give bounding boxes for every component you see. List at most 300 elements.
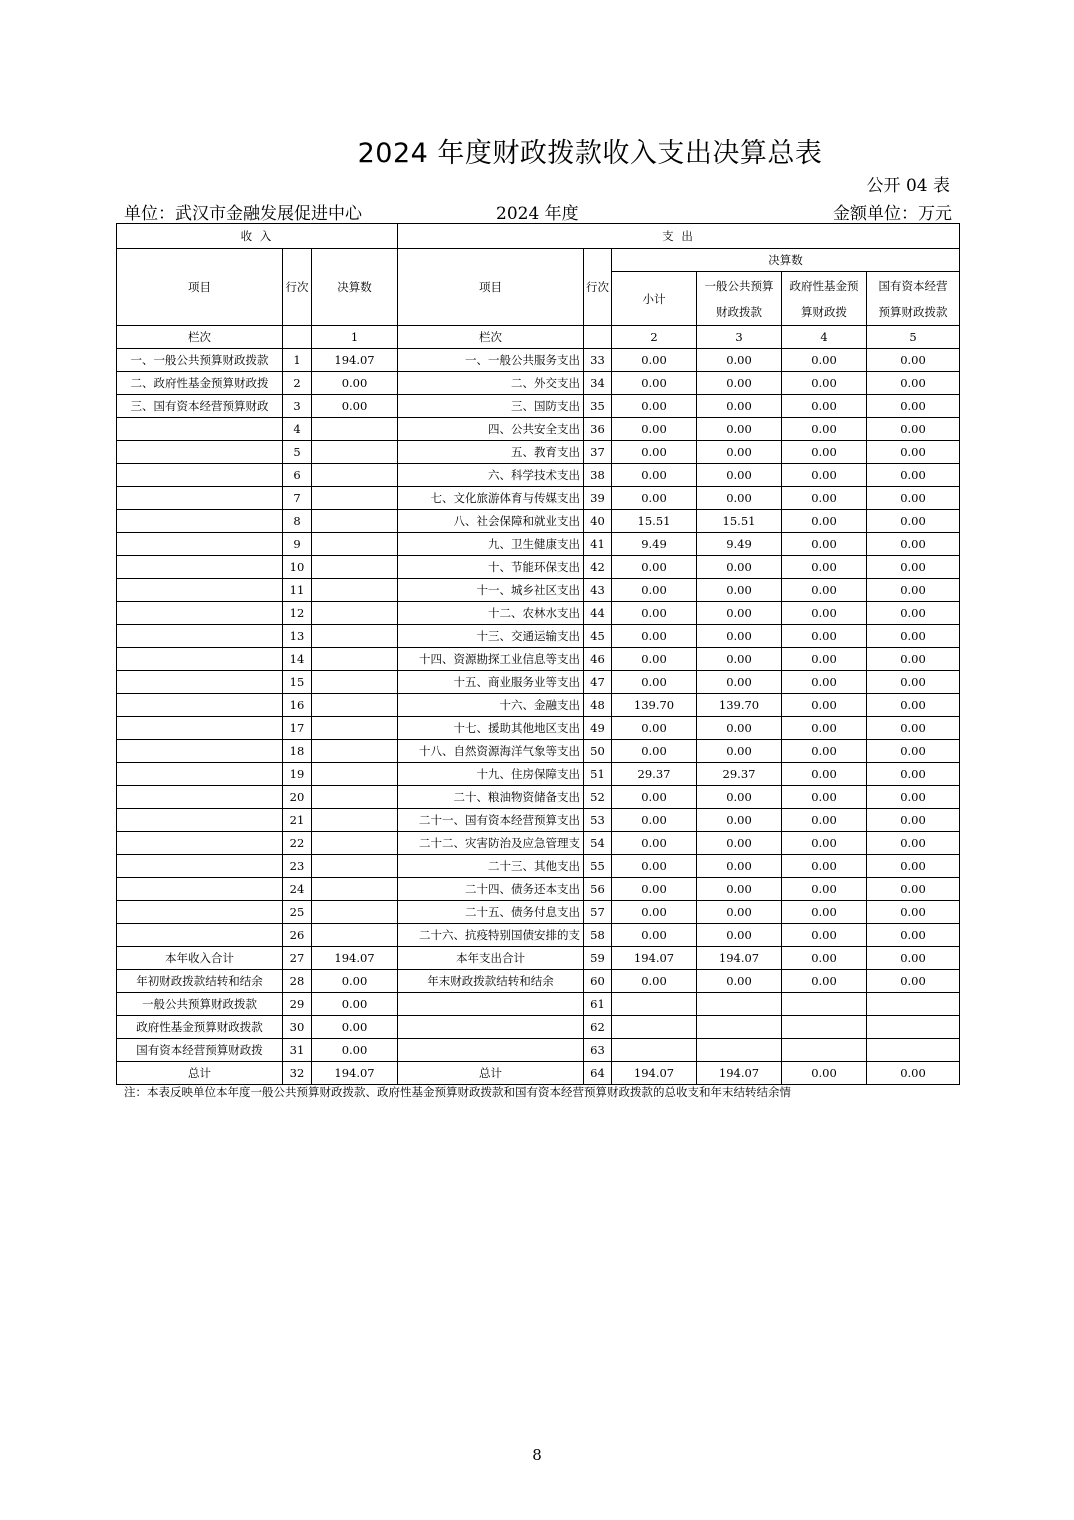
subtotal-cell: 0.00 — [612, 602, 697, 625]
general-budget-header: 一般公共预算财政拨款 — [697, 272, 782, 326]
income-amount-cell: 194.07 — [312, 349, 398, 372]
state-capital-cell: 0.00 — [867, 878, 960, 901]
income-item-cell: 年初财政拨款结转和结余 — [117, 970, 283, 993]
subtotal-cell: 0.00 — [612, 878, 697, 901]
table-row — [117, 602, 960, 625]
subtotal-cell: 194.07 — [612, 1062, 697, 1085]
gov-fund-header: 政府性基金预算财政拨 — [782, 272, 867, 326]
table-row — [117, 671, 960, 694]
expense-item-cell: 十三、交通运输支出 — [398, 625, 584, 648]
income-row-no-cell: 17 — [283, 717, 312, 740]
money-unit-label: 金额单位：万元 — [833, 204, 952, 224]
state-capital-cell: 0.00 — [867, 625, 960, 648]
general-budget-cell: 0.00 — [697, 924, 782, 947]
income-row-no-cell: 21 — [283, 809, 312, 832]
gov-fund-cell: 0.00 — [782, 901, 867, 924]
footnote: 注：本表反映单位本年度一般公共预算财政拨款、政府性基金预算财政拨款和国有资本经营预算财政拨款的总收支和年末结转结余情 — [124, 1085, 791, 1099]
income-amount-cell — [312, 441, 398, 464]
expense-item-cell: 二十三、其他支出 — [398, 855, 584, 878]
table-row — [117, 717, 960, 740]
income-rowno-header: 行次 — [283, 249, 312, 326]
income-item-cell — [117, 602, 283, 625]
lanci-empty — [283, 326, 312, 349]
income-item-cell: 一般公共预算财政拨款 — [117, 993, 283, 1016]
expense-row-no-cell: 61 — [584, 993, 612, 1016]
gov-fund-cell: 0.00 — [782, 878, 867, 901]
table-row — [117, 625, 960, 648]
table-row — [117, 947, 960, 970]
income-item-cell: 总计 — [117, 1062, 283, 1085]
gov-fund-cell: 0.00 — [782, 855, 867, 878]
income-item-cell — [117, 510, 283, 533]
gov-fund-cell: 0.00 — [782, 970, 867, 993]
income-row-no-cell: 32 — [283, 1062, 312, 1085]
state-capital-cell: 0.00 — [867, 786, 960, 809]
state-capital-cell — [867, 993, 960, 1016]
income-amount-cell — [312, 510, 398, 533]
expense-item-cell — [398, 1016, 584, 1039]
income-amount-cell — [312, 625, 398, 648]
general-budget-cell: 0.00 — [697, 395, 782, 418]
income-amount-cell — [312, 694, 398, 717]
income-amount-cell — [312, 855, 398, 878]
subtotal-cell: 0.00 — [612, 349, 697, 372]
expense-item-cell: 二十一、国有资本经营预算支出 — [398, 809, 584, 832]
income-amount-cell — [312, 809, 398, 832]
general-budget-cell — [697, 993, 782, 1016]
subtotal-header: 小计 — [612, 272, 697, 326]
income-item-cell — [117, 579, 283, 602]
income-item-cell — [117, 464, 283, 487]
subtotal-cell: 0.00 — [612, 786, 697, 809]
state-capital-cell: 0.00 — [867, 418, 960, 441]
subtotal-cell: 0.00 — [612, 740, 697, 763]
income-amount-cell — [312, 671, 398, 694]
income-amount-cell — [312, 740, 398, 763]
gov-fund-cell: 0.00 — [782, 947, 867, 970]
expense-row-no-cell: 58 — [584, 924, 612, 947]
expense-row-no-cell: 47 — [584, 671, 612, 694]
gov-fund-cell: 0.00 — [782, 418, 867, 441]
table-row — [117, 763, 960, 786]
general-budget-cell: 0.00 — [697, 602, 782, 625]
income-row-no-cell: 12 — [283, 602, 312, 625]
income-amount-cell — [312, 878, 398, 901]
expense-row-no-cell: 63 — [584, 1039, 612, 1062]
state-capital-cell: 0.00 — [867, 441, 960, 464]
expense-row-no-cell: 54 — [584, 832, 612, 855]
expense-header: 支 出 — [398, 224, 960, 249]
expense-row-no-cell: 64 — [584, 1062, 612, 1085]
general-budget-cell: 139.70 — [697, 694, 782, 717]
subtotal-cell: 29.37 — [612, 763, 697, 786]
income-amount-cell — [312, 464, 398, 487]
subtotal-cell: 0.00 — [612, 487, 697, 510]
income-amount-cell — [312, 579, 398, 602]
state-capital-cell: 0.00 — [867, 556, 960, 579]
expense-row-no-cell: 39 — [584, 487, 612, 510]
income-item-cell — [117, 418, 283, 441]
general-budget-cell: 9.49 — [697, 533, 782, 556]
expense-item-cell: 四、公共安全支出 — [398, 418, 584, 441]
table-body — [117, 349, 960, 1085]
lanci-empty — [584, 326, 612, 349]
income-row-no-cell: 27 — [283, 947, 312, 970]
gov-fund-cell: 0.00 — [782, 464, 867, 487]
income-amount-cell — [312, 786, 398, 809]
table-row — [117, 809, 960, 832]
expense-row-no-cell: 33 — [584, 349, 612, 372]
expense-item-cell: 总计 — [398, 1062, 584, 1085]
expense-row-no-cell: 62 — [584, 1016, 612, 1039]
income-row-no-cell: 1 — [283, 349, 312, 372]
income-row-no-cell: 11 — [283, 579, 312, 602]
expense-item-cell: 八、社会保障和就业支出 — [398, 510, 584, 533]
subtotal-cell: 0.00 — [612, 395, 697, 418]
state-capital-cell: 0.00 — [867, 1062, 960, 1085]
expense-row-no-cell: 53 — [584, 809, 612, 832]
income-row-no-cell: 24 — [283, 878, 312, 901]
lanci-c4: 4 — [782, 326, 867, 349]
income-item-cell — [117, 671, 283, 694]
expense-row-no-cell: 51 — [584, 763, 612, 786]
state-capital-cell: 0.00 — [867, 809, 960, 832]
income-item-cell: 三、国有资本经营预算财政 — [117, 395, 283, 418]
gov-fund-cell: 0.00 — [782, 372, 867, 395]
table-row — [117, 556, 960, 579]
state-capital-cell: 0.00 — [867, 832, 960, 855]
table-row — [117, 1062, 960, 1085]
table-row — [117, 372, 960, 395]
state-capital-cell: 0.00 — [867, 855, 960, 878]
income-item-cell — [117, 487, 283, 510]
income-item-cell — [117, 556, 283, 579]
expense-item-cell: 二十四、债务还本支出 — [398, 878, 584, 901]
income-item-cell — [117, 901, 283, 924]
general-budget-cell: 0.00 — [697, 648, 782, 671]
income-amount-cell — [312, 648, 398, 671]
state-capital-cell: 0.00 — [867, 717, 960, 740]
table-row — [117, 1039, 960, 1062]
income-row-no-cell: 29 — [283, 993, 312, 1016]
income-amount-header: 决算数 — [312, 249, 398, 326]
gov-fund-cell: 0.00 — [782, 648, 867, 671]
general-budget-cell: 0.00 — [697, 970, 782, 993]
expense-item-header: 项目 — [398, 249, 584, 326]
income-amount-cell — [312, 901, 398, 924]
page-title: 2024 年度财政拨款收入支出决算总表 — [357, 138, 823, 169]
expense-row-no-cell: 42 — [584, 556, 612, 579]
gov-fund-cell: 0.00 — [782, 832, 867, 855]
state-capital-cell: 0.00 — [867, 395, 960, 418]
subtotal-cell: 0.00 — [612, 717, 697, 740]
expense-row-no-cell: 60 — [584, 970, 612, 993]
gov-fund-cell: 0.00 — [782, 694, 867, 717]
gov-fund-cell: 0.00 — [782, 487, 867, 510]
income-item-cell — [117, 855, 283, 878]
general-budget-cell: 0.00 — [697, 418, 782, 441]
income-item-cell: 国有资本经营预算财政拨 — [117, 1039, 283, 1062]
lanci-label: 栏次 — [117, 326, 283, 349]
table-row — [117, 694, 960, 717]
subtotal-cell: 139.70 — [612, 694, 697, 717]
subtotal-cell: 0.00 — [612, 556, 697, 579]
table-row — [117, 878, 960, 901]
general-budget-cell: 0.00 — [697, 464, 782, 487]
subtotal-cell: 0.00 — [612, 418, 697, 441]
table-row — [117, 970, 960, 993]
income-amount-cell — [312, 763, 398, 786]
expense-row-no-cell: 56 — [584, 878, 612, 901]
state-capital-cell: 0.00 — [867, 533, 960, 556]
expense-item-cell: 十、节能环保支出 — [398, 556, 584, 579]
state-capital-cell: 0.00 — [867, 671, 960, 694]
gov-fund-cell: 0.00 — [782, 556, 867, 579]
expense-item-cell: 年末财政拨款结转和结余 — [398, 970, 584, 993]
general-budget-cell: 0.00 — [697, 671, 782, 694]
expense-row-no-cell: 37 — [584, 441, 612, 464]
table-row — [117, 993, 960, 1016]
income-item-cell: 二、政府性基金预算财政拨 — [117, 372, 283, 395]
income-row-no-cell: 25 — [283, 901, 312, 924]
general-budget-cell: 0.00 — [697, 372, 782, 395]
expense-rowno-header: 行次 — [584, 249, 612, 326]
general-budget-cell: 0.00 — [697, 855, 782, 878]
expense-row-no-cell: 35 — [584, 395, 612, 418]
subtotal-cell: 0.00 — [612, 625, 697, 648]
expense-row-no-cell: 50 — [584, 740, 612, 763]
income-row-no-cell: 3 — [283, 395, 312, 418]
year-label: 2024 年度 — [496, 204, 579, 224]
income-amount-cell — [312, 556, 398, 579]
expense-item-cell — [398, 993, 584, 1016]
general-budget-cell: 0.00 — [697, 625, 782, 648]
expense-row-no-cell: 49 — [584, 717, 612, 740]
form-number: 公开 04 表 — [866, 176, 950, 196]
lanci-c1: 1 — [312, 326, 398, 349]
income-row-no-cell: 9 — [283, 533, 312, 556]
income-row-no-cell: 6 — [283, 464, 312, 487]
expense-item-cell: 二十、粮油物资储备支出 — [398, 786, 584, 809]
table-row — [117, 441, 960, 464]
subtotal-cell: 0.00 — [612, 970, 697, 993]
income-row-no-cell: 28 — [283, 970, 312, 993]
subtotal-cell: 0.00 — [612, 441, 697, 464]
income-row-no-cell: 10 — [283, 556, 312, 579]
state-capital-cell — [867, 1016, 960, 1039]
table-row — [117, 487, 960, 510]
income-row-no-cell: 7 — [283, 487, 312, 510]
income-amount-cell — [312, 717, 398, 740]
state-capital-header: 国有资本经营预算财政拨款 — [867, 272, 960, 326]
expense-item-cell: 十二、农林水支出 — [398, 602, 584, 625]
general-budget-cell: 0.00 — [697, 579, 782, 602]
table-row — [117, 832, 960, 855]
income-row-no-cell: 22 — [283, 832, 312, 855]
income-amount-cell: 0.00 — [312, 993, 398, 1016]
income-item-cell — [117, 648, 283, 671]
subtotal-cell: 0.00 — [612, 832, 697, 855]
income-row-no-cell: 4 — [283, 418, 312, 441]
general-budget-cell: 0.00 — [697, 901, 782, 924]
subtotal-cell: 0.00 — [612, 464, 697, 487]
income-amount-cell: 0.00 — [312, 970, 398, 993]
income-row-no-cell: 23 — [283, 855, 312, 878]
subtotal-cell: 15.51 — [612, 510, 697, 533]
income-item-cell: 一、一般公共预算财政拨款 — [117, 349, 283, 372]
table-row — [117, 740, 960, 763]
table-row — [117, 533, 960, 556]
table-row — [117, 901, 960, 924]
general-budget-cell: 29.37 — [697, 763, 782, 786]
income-item-cell — [117, 763, 283, 786]
subtotal-cell: 0.00 — [612, 579, 697, 602]
gov-fund-cell: 0.00 — [782, 809, 867, 832]
gov-fund-cell: 0.00 — [782, 579, 867, 602]
state-capital-cell: 0.00 — [867, 924, 960, 947]
lanci-c3: 3 — [697, 326, 782, 349]
table-row — [117, 464, 960, 487]
expense-row-no-cell: 34 — [584, 372, 612, 395]
gov-fund-cell: 0.00 — [782, 395, 867, 418]
state-capital-cell: 0.00 — [867, 372, 960, 395]
expense-row-no-cell: 40 — [584, 510, 612, 533]
expense-row-no-cell: 52 — [584, 786, 612, 809]
expense-row-no-cell: 36 — [584, 418, 612, 441]
state-capital-cell: 0.00 — [867, 947, 960, 970]
table-row — [117, 924, 960, 947]
table-row — [117, 349, 960, 372]
state-capital-cell: 0.00 — [867, 763, 960, 786]
general-budget-cell: 194.07 — [697, 1062, 782, 1085]
gov-fund-cell: 0.00 — [782, 717, 867, 740]
state-capital-cell: 0.00 — [867, 510, 960, 533]
income-amount-cell: 194.07 — [312, 947, 398, 970]
gov-fund-cell: 0.00 — [782, 602, 867, 625]
income-item-cell: 本年收入合计 — [117, 947, 283, 970]
expense-row-no-cell: 46 — [584, 648, 612, 671]
state-capital-cell: 0.00 — [867, 648, 960, 671]
income-amount-cell: 194.07 — [312, 1062, 398, 1085]
income-row-no-cell: 18 — [283, 740, 312, 763]
income-row-no-cell: 2 — [283, 372, 312, 395]
gov-fund-cell: 0.00 — [782, 786, 867, 809]
state-capital-cell: 0.00 — [867, 901, 960, 924]
expense-item-cell: 一、一般公共服务支出 — [398, 349, 584, 372]
general-budget-cell: 0.00 — [697, 832, 782, 855]
income-item-cell — [117, 533, 283, 556]
income-amount-cell — [312, 533, 398, 556]
gov-fund-cell — [782, 993, 867, 1016]
subtotal-cell: 0.00 — [612, 855, 697, 878]
expense-row-no-cell: 45 — [584, 625, 612, 648]
expense-item-cell: 十九、住房保障支出 — [398, 763, 584, 786]
expense-item-cell: 三、国防支出 — [398, 395, 584, 418]
state-capital-cell: 0.00 — [867, 464, 960, 487]
income-item-cell — [117, 809, 283, 832]
expense-item-cell: 二、外交支出 — [398, 372, 584, 395]
gov-fund-cell — [782, 1039, 867, 1062]
income-item-cell — [117, 740, 283, 763]
expense-item-cell: 二十五、债务付息支出 — [398, 901, 584, 924]
expense-row-no-cell: 41 — [584, 533, 612, 556]
expense-row-no-cell: 43 — [584, 579, 612, 602]
income-item-cell — [117, 717, 283, 740]
income-row-no-cell: 19 — [283, 763, 312, 786]
gov-fund-cell: 0.00 — [782, 1062, 867, 1085]
gov-fund-cell: 0.00 — [782, 924, 867, 947]
income-amount-cell — [312, 418, 398, 441]
income-item-cell — [117, 441, 283, 464]
general-budget-cell: 0.00 — [697, 556, 782, 579]
expense-row-no-cell: 57 — [584, 901, 612, 924]
expense-item-cell — [398, 1039, 584, 1062]
table-row — [117, 579, 960, 602]
expense-item-cell: 十七、援助其他地区支出 — [398, 717, 584, 740]
subtotal-cell — [612, 1016, 697, 1039]
gov-fund-cell: 0.00 — [782, 625, 867, 648]
expense-row-no-cell: 44 — [584, 602, 612, 625]
table-row — [117, 786, 960, 809]
general-budget-cell — [697, 1039, 782, 1062]
expense-row-no-cell: 48 — [584, 694, 612, 717]
lanci-c2: 2 — [612, 326, 697, 349]
table-row — [117, 648, 960, 671]
general-budget-cell: 0.00 — [697, 740, 782, 763]
gov-fund-cell: 0.00 — [782, 510, 867, 533]
expense-item-cell: 二十二、灾害防治及应急管理支 — [398, 832, 584, 855]
table-row — [117, 418, 960, 441]
income-amount-cell: 0.00 — [312, 1039, 398, 1062]
income-row-no-cell: 15 — [283, 671, 312, 694]
state-capital-cell: 0.00 — [867, 694, 960, 717]
lanci-label: 栏次 — [398, 326, 584, 349]
general-budget-cell: 194.07 — [697, 947, 782, 970]
expense-item-cell: 十四、资源勘探工业信息等支出 — [398, 648, 584, 671]
subtotal-cell: 0.00 — [612, 901, 697, 924]
income-item-cell: 政府性基金预算财政拨款 — [117, 1016, 283, 1039]
income-amount-cell: 0.00 — [312, 372, 398, 395]
expense-row-no-cell: 38 — [584, 464, 612, 487]
subtotal-cell — [612, 1039, 697, 1062]
unit-label: 单位：武汉市金融发展促进中心 — [124, 204, 362, 224]
budget-table — [116, 223, 960, 1085]
general-budget-cell: 0.00 — [697, 441, 782, 464]
income-amount-cell — [312, 924, 398, 947]
expense-row-no-cell: 55 — [584, 855, 612, 878]
income-row-no-cell: 16 — [283, 694, 312, 717]
general-budget-cell: 15.51 — [697, 510, 782, 533]
gov-fund-cell: 0.00 — [782, 763, 867, 786]
state-capital-cell: 0.00 — [867, 579, 960, 602]
state-capital-cell: 0.00 — [867, 740, 960, 763]
income-row-no-cell: 8 — [283, 510, 312, 533]
subtotal-cell: 0.00 — [612, 372, 697, 395]
income-item-cell — [117, 694, 283, 717]
state-capital-cell: 0.00 — [867, 970, 960, 993]
expense-item-cell: 本年支出合计 — [398, 947, 584, 970]
subtotal-cell: 194.07 — [612, 947, 697, 970]
subtotal-cell — [612, 993, 697, 1016]
subtotal-cell: 9.49 — [612, 533, 697, 556]
subtotal-cell: 0.00 — [612, 809, 697, 832]
lanci-c5: 5 — [867, 326, 960, 349]
subtotal-cell: 0.00 — [612, 924, 697, 947]
income-item-cell — [117, 878, 283, 901]
general-budget-cell: 0.00 — [697, 487, 782, 510]
page-number: 8 — [532, 1446, 542, 1464]
state-capital-cell: 0.00 — [867, 487, 960, 510]
